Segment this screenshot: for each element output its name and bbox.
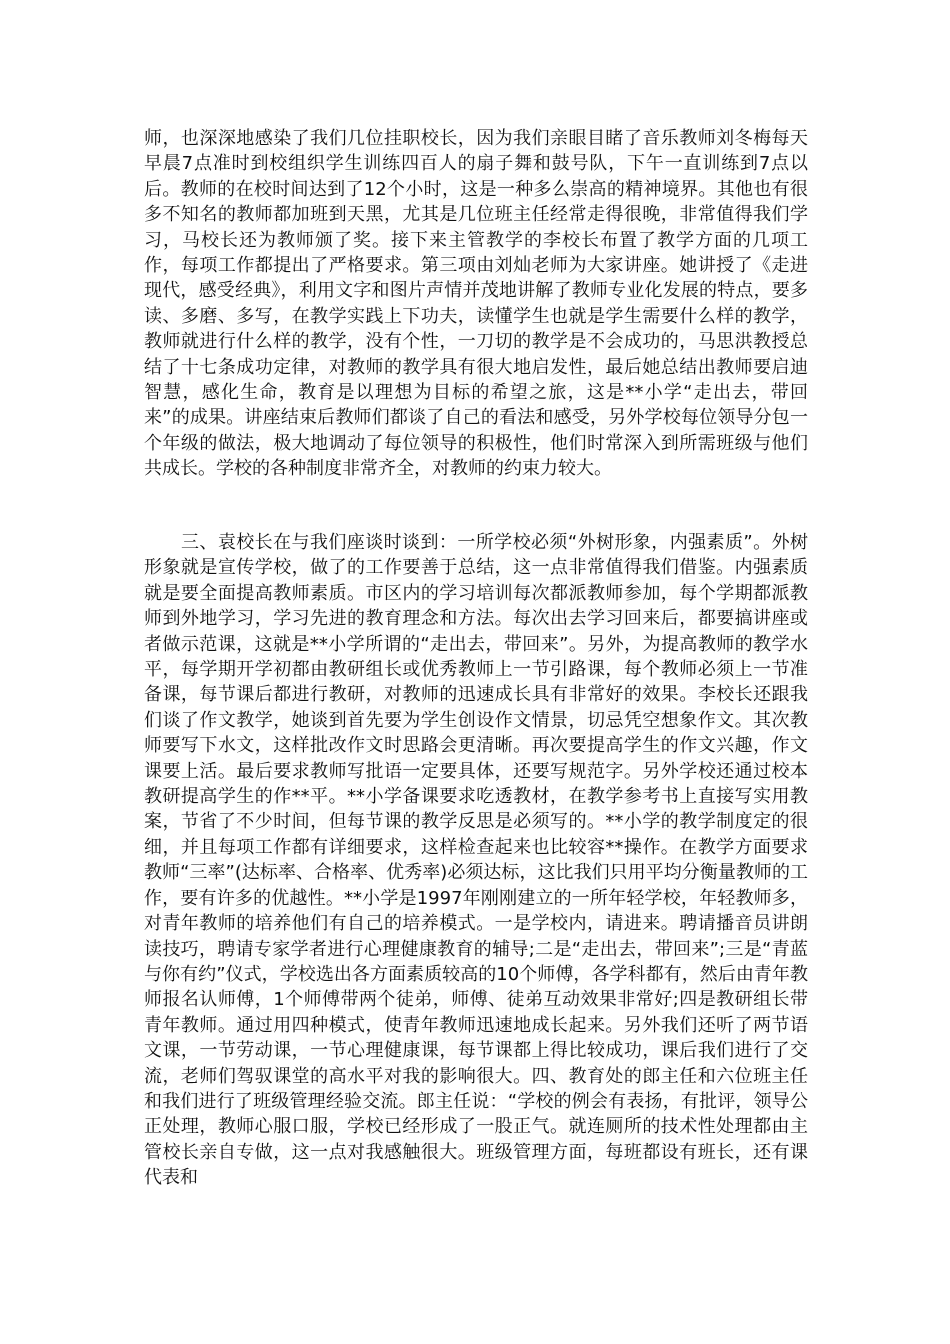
body-paragraph-1: 师，也深深地感染了我们几位挂职校长，因为我们亲眼目睹了音乐教师刘冬梅每天早晨7点准时到校组织学生训练四百人的扇子舞和鼓号队，下午一直训练到7点以后。教师的在校时间达到了12个小时，这是一种多么崇高的精神境界。其他也有很多不知名的教师都加班到天黑，尤其是几位班主任经常走得很晚，非常值得我们学习，马校长还为教师颁了奖。接下来主管教学的李校长布置了教学方面的几项工作，每项工作都提出了严格要求。第三项由刘灿老师为大家讲座。她讲授了《走进现代，感受经典》，利用文字和图片声情并茂地讲解了教师专业化发展的特点，要多读、多磨、多写，在教学实践上下功夫，读懂学生也就是学生需要什么样的教学，教师就进行什么样的教学，没有个性，一刀切的教学是不会成功的，马思洪教授总结了十七条成功定律，对教师的教学具有很大地启发性，最后她总结出教师要启迪智慧，感化生命，教育是以理想为目标的希望之旅，这是**小学“走出去，带回来”的成果。讲座结束后教师们都谈了自己的看法和感受，另外学校每位领导分包一个年级的做法，极大地调动了每位领导的积极性，他们时常深入到所需班级与他们共成长。学校的各种制度非常齐全，对教师的约束力较大。 (144, 128, 808, 480)
body-paragraph-2: 三、袁校长在与我们座谈时谈到：一所学校必须“外树形象，内强素质”。外树形象就是宣传学校，做了的工作要善于总结，这一点非常值得我们借鉴。内强素质就是要全面提高教师素质。市区内的学习培训每次都派教师参加，每个学期都派教师到外地学习，学习先进的教育理念和方法。每次出去学习回来后，都要搞讲座或者做示范课，这就是**小学所谓的“走出去，带回来”。另外，为提高教师的教学水平，每学期开学初都由教研组长或优秀教师上一节引路课，每个教师必须上一节准备课，每节课后都进行教研，对教师的迅速成长具有非常好的效果。李校长还跟我们谈了作文教学，她谈到首先要为学生创设作文情景，切忌凭空想象作文。其次教师要写下水文，这样批改作文时思路会更清晰。再次要提高学生的作文兴趣，作文课要上活。最后要求教师写批语一定要具体，还要写规范字。另外学校还通过校本教研提高学生的作**平。**小学备课要求吃透教材，在教学参考书上直接写实用教案，节省了不少时间，但每节课的教学反思是必须写的。**小学的教学制度定的很细，并且每项工作都有详细要求，这样检查起来也比较容**操作。在教学方面要求教师“三率”(达标率、合格率、优秀率)必须达标，这比我们只用平均分衡量教师的工作，要有许多的优越性。**小学是1997年刚刚建立的一所年轻学校，年轻教师多，对青年教师的培养他们有自己的培养模式。一是学校内，请进来。聘请播音员讲朗读技巧，聘请专家学者进行心理健康教育的辅导;二是“走出去，带回来”;三是“青蓝与你有约”仪式，学校选出各方面素质较高的10个师傅，各学科都有，然后由青年教师报名认师傅，1个师傅带两个徒弟，师傅、徒弟互动效果非常好;四是教研组长带青年教师。通过用四种模式，使青年教师迅速地成长起来。另外我们还听了两节语文课，一节劳动课，一节心理健康课，每节课都上得比较成功，课后我们进行了交流，老师们驾驭课堂的高水平对我的影响很大。四、教育处的郎主任和六位班主任和我们进行了班级管理经验交流。郎主任说：“学校的例会有表扬，有批评，领导公正处理，教师心服口服，学校已经形成了一股正气。就连厕所的技术性处理都由主管校长亲自专做，这一点对我感触很大。班级管理方面，每班都设有班长，还有课代表和 (144, 532, 808, 1189)
